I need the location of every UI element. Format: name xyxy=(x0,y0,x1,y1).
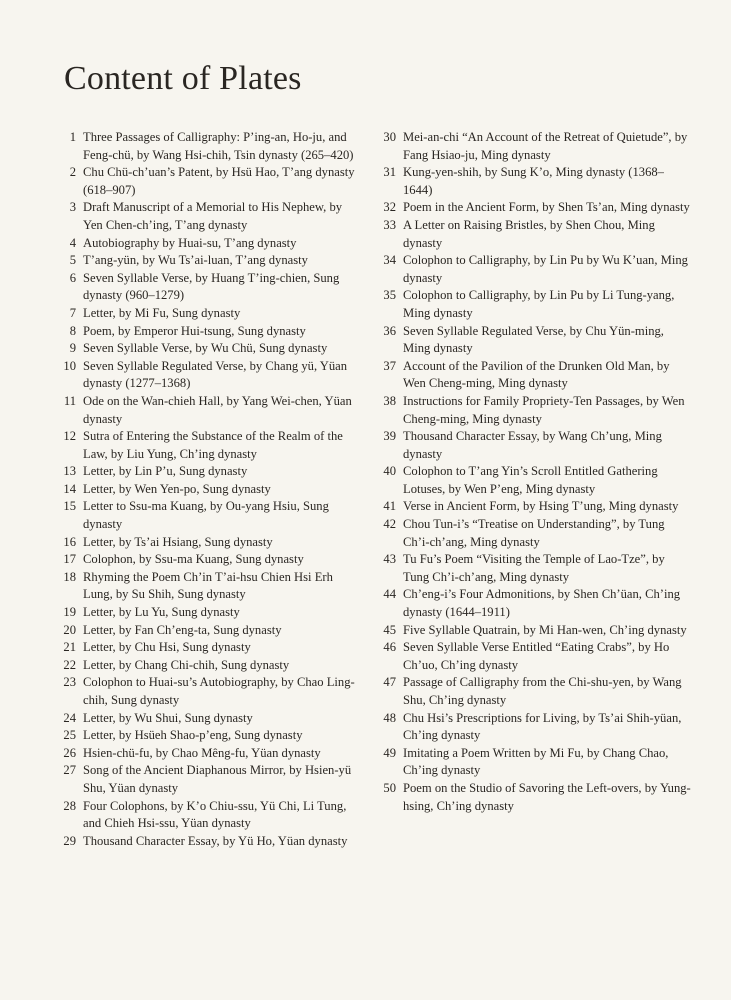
plate-entry xyxy=(372,745,692,780)
plate-entry xyxy=(56,252,356,270)
plate-title: Colophon to Calligraphy, by Lin Pu by Li Tung-yang, Ming dynasty xyxy=(403,288,675,320)
plate-entry xyxy=(56,833,356,851)
plate-number: 9 xyxy=(69,341,76,356)
plate-title: Letter, by Ts’ai Hsiang, Sung dynasty xyxy=(83,534,273,549)
plate-number: 36 xyxy=(383,323,396,338)
plate-entry xyxy=(372,463,692,498)
plate-entry xyxy=(56,762,356,797)
plate-entry xyxy=(372,674,692,709)
plate-number: 21 xyxy=(63,640,76,655)
plate-number: 12 xyxy=(63,429,76,444)
contents-column-left xyxy=(56,129,356,850)
plate-entry xyxy=(56,674,356,709)
plate-title: Colophon to Huai-su’s Autobiography, by Chao Ling-chih, Sung dynasty xyxy=(83,675,355,707)
plate-number: 11 xyxy=(63,393,76,408)
plate-number: 37 xyxy=(383,358,396,373)
plate-number: 38 xyxy=(383,393,396,408)
plate-title: Chu Chü-ch’uan’s Patent, by Hsü Hao, T’ang dynasty (618–907) xyxy=(83,165,355,197)
plate-number: 1 xyxy=(69,130,76,144)
plate-entry xyxy=(56,534,356,552)
plate-entry xyxy=(372,323,692,358)
plate-number: 2 xyxy=(69,165,76,180)
plate-title: Mei-an-chi “An Account of the Retreat of Quietude”, by Fang Hsiao-ju, Ming dynasty xyxy=(403,130,688,162)
plate-number: 14 xyxy=(63,481,76,496)
plate-entry xyxy=(372,780,692,815)
plate-number: 46 xyxy=(383,640,396,655)
plate-number: 19 xyxy=(63,605,76,620)
plate-number: 4 xyxy=(69,235,76,250)
plate-title: Draft Manuscript of a Memorial to His Nephew, by Yen Chen-ch’ing, T’ang dynasty xyxy=(83,200,343,232)
plate-entry xyxy=(372,639,692,674)
plate-number: 29 xyxy=(63,833,76,848)
plate-title: Chou Tun-i’s “Treatise on Understanding”, by Tung Ch’i-ch’ang, Ming dynasty xyxy=(403,517,665,549)
plate-entry xyxy=(372,199,692,217)
plate-entry xyxy=(372,586,692,621)
plate-title: Letter to Ssu-ma Kuang, by Ou-yang Hsiu, Sung dynasty xyxy=(83,499,329,532)
plate-title: Five Syllable Quatrain, by Mi Han-wen, Ch’ing dynasty xyxy=(403,622,687,637)
plate-entry xyxy=(56,199,356,234)
plate-number: 24 xyxy=(63,710,76,725)
plate-entry xyxy=(372,428,692,463)
plate-number: 50 xyxy=(383,780,396,795)
plate-title: T’ang-yün, by Wu Ts’ai-luan, T’ang dynasty xyxy=(83,253,308,268)
plate-title: Letter, by Wu Shui, Sung dynasty xyxy=(83,710,253,725)
plate-entry xyxy=(56,305,356,323)
plate-number: 7 xyxy=(69,305,76,320)
plate-number: 35 xyxy=(383,288,396,303)
plate-entry xyxy=(56,604,356,622)
plate-title: Seven Syllable Verse, by Huang T’ing-chien, Sung dynasty (960–1279) xyxy=(83,270,340,303)
plate-entry xyxy=(56,622,356,640)
plate-entry xyxy=(372,622,692,640)
plate-number: 15 xyxy=(63,499,76,514)
plate-entry xyxy=(56,710,356,728)
plate-number: 47 xyxy=(383,675,396,690)
plate-number: 49 xyxy=(383,745,396,760)
plate-number: 28 xyxy=(63,798,76,813)
plate-number: 17 xyxy=(63,552,76,567)
plate-number: 20 xyxy=(63,622,76,637)
plate-title: Poem on the Studio of Savoring the Left-overs, by Yung-hsing, Ch’ing dynasty xyxy=(403,780,691,813)
plate-title: Account of the Pavilion of the Drunken Old Man, by Wen Cheng-ming, Ming dynasty xyxy=(403,358,670,391)
plate-title: Sutra of Entering the Substance of the Realm of the Law, by Liu Yung, Ch’ing dynasty xyxy=(83,429,343,461)
plate-entry xyxy=(56,323,356,341)
plate-number: 43 xyxy=(383,552,396,567)
plate-entry xyxy=(372,498,692,516)
plate-title: Letter, by Fan Ch’eng-ta, Sung dynasty xyxy=(83,622,282,637)
contents-column-right xyxy=(372,129,692,815)
plate-title: Chu Hsi’s Prescriptions for Living, by Ts’ai Shih-yüan, Ch’ing dynasty xyxy=(403,710,682,743)
plate-number: 18 xyxy=(63,569,76,584)
plate-number: 44 xyxy=(383,587,396,602)
plate-title: Autobiography by Huai-su, T’ang dynasty xyxy=(83,235,297,250)
plate-number: 13 xyxy=(63,464,76,479)
plate-number: 10 xyxy=(63,358,76,373)
plate-title: Colophon to Calligraphy, by Lin Pu by Wu K’uan, Ming dynasty xyxy=(403,253,688,285)
plate-title: Letter, by Lu Yu, Sung dynasty xyxy=(83,605,240,620)
plate-number: 5 xyxy=(69,253,76,268)
plate-entry xyxy=(56,129,356,164)
plate-title: Seven Syllable Verse, by Wu Chü, Sung dynasty xyxy=(83,341,328,356)
plate-entry xyxy=(372,164,692,199)
plate-entry xyxy=(372,516,692,551)
plate-title: Verse in Ancient Form, by Hsing T’ung, Ming dynasty xyxy=(403,499,679,514)
plate-number: 22 xyxy=(63,657,76,672)
plate-number: 25 xyxy=(63,728,76,743)
plate-entry xyxy=(56,164,356,199)
plate-title: Thousand Character Essay, by Yü Ho, Yüan dynasty xyxy=(83,833,348,848)
plate-title: Imitating a Poem Written by Mi Fu, by Chang Chao, Ch’ing dynasty xyxy=(403,745,669,778)
plate-title: Colophon, by Ssu-ma Kuang, Sung dynasty xyxy=(83,552,304,567)
plate-entry xyxy=(372,358,692,393)
plate-title: Instructions for Family Propriety-Ten Passages, by Wen Cheng-ming, Ming dynasty xyxy=(403,393,685,426)
plate-entry xyxy=(56,657,356,675)
plate-number: 32 xyxy=(383,200,396,215)
plate-entry xyxy=(56,551,356,569)
plate-entry xyxy=(372,393,692,428)
plate-title: Poem in the Ancient Form, by Shen Ts’an, Ming dynasty xyxy=(403,200,690,215)
plate-number: 6 xyxy=(69,270,76,285)
plate-entry xyxy=(56,270,356,305)
plate-title: Ch’eng-i’s Four Admonitions, by Shen Ch’üan, Ch’ing dynasty (1644–1911) xyxy=(403,587,681,620)
plate-number: 34 xyxy=(383,253,396,268)
plate-number: 26 xyxy=(63,745,76,760)
plate-title: Tu Fu’s Poem “Visiting the Temple of Lao-Tze”, by Tung Ch’i-ch’ang, Ming dynasty xyxy=(403,552,665,584)
plate-title: Kung-yen-shih, by Sung K’o, Ming dynasty (1368–1644) xyxy=(403,165,664,197)
plate-title: Ode on the Wan-chieh Hall, by Yang Wei-chen, Yüan dynasty xyxy=(83,393,352,426)
plate-number: 41 xyxy=(383,499,396,514)
plate-title: Letter, by Hsüeh Shao-p’eng, Sung dynasty xyxy=(83,728,303,743)
plate-title: Thousand Character Essay, by Wang Ch’ung, Ming dynasty xyxy=(403,429,662,461)
plate-title: Passage of Calligraphy from the Chi-shu-yen, by Wang Shu, Ch’ing dynasty xyxy=(403,675,682,707)
plate-entry xyxy=(56,798,356,833)
plate-entry xyxy=(56,745,356,763)
plate-title: Letter, by Wen Yen-po, Sung dynasty xyxy=(83,481,271,496)
plate-title: Song of the Ancient Diaphanous Mirror, by Hsien-yü Shu, Yüan dynasty xyxy=(83,763,352,795)
plate-title: Seven Syllable Regulated Verse, by Chu Yün-ming, Ming dynasty xyxy=(403,323,664,356)
plate-entry xyxy=(56,498,356,533)
plate-title: Four Colophons, by K’o Chiu-ssu, Yü Chi, Li Tung, and Chieh Hsi-ssu, Yüan dynasty xyxy=(83,798,347,831)
plate-entry xyxy=(372,252,692,287)
plate-title: Seven Syllable Regulated Verse, by Chang yü, Yüan dynasty (1277–1368) xyxy=(83,358,348,391)
plate-entry xyxy=(56,569,356,604)
plate-title: Seven Syllable Verse Entitled “Eating Crabs”, by Ho Ch’uo, Ch’ing dynasty xyxy=(403,640,670,672)
plate-entry xyxy=(56,340,356,358)
plate-title: Hsien-chü-fu, by Chao Mêng-fu, Yüan dynasty xyxy=(83,745,321,760)
plate-number: 31 xyxy=(383,165,396,180)
plate-entry xyxy=(372,710,692,745)
plate-title: Letter, by Mi Fu, Sung dynasty xyxy=(83,305,241,320)
plate-title: Three Passages of Calligraphy: P’ing-an, Ho-ju, and Feng-chü, by Wang Hsi-chih, Tsin dynasty (265–420) xyxy=(83,130,354,162)
plate-number: 30 xyxy=(383,130,396,144)
plate-entry xyxy=(56,481,356,499)
plate-number: 33 xyxy=(383,217,396,232)
plate-entry xyxy=(56,358,356,393)
plate-title: A Letter on Raising Bristles, by Shen Chou, Ming dynasty xyxy=(403,217,655,250)
plate-entry xyxy=(56,235,356,253)
plate-entry xyxy=(56,639,356,657)
plate-number: 40 xyxy=(383,464,396,479)
plate-number: 27 xyxy=(63,763,76,778)
plate-number: 3 xyxy=(69,200,76,215)
plate-number: 42 xyxy=(383,517,396,532)
plate-number: 23 xyxy=(63,675,76,690)
plate-entry xyxy=(372,551,692,586)
plate-title: Letter, by Chang Chi-chih, Sung dynasty xyxy=(83,657,290,672)
plate-entry xyxy=(56,727,356,745)
plate-entry xyxy=(372,129,692,164)
plate-entry xyxy=(372,217,692,252)
plate-entry xyxy=(372,287,692,322)
plate-title: Colophon to T’ang Yin’s Scroll Entitled Gathering Lotuses, by Wen P’eng, Ming dynasty xyxy=(403,464,658,496)
plate-number: 45 xyxy=(383,622,396,637)
plate-number: 48 xyxy=(383,710,396,725)
plate-number: 16 xyxy=(63,534,76,549)
plate-title: Rhyming the Poem Ch’in T’ai-hsu Chien Hsi Erh Lung, by Su Shih, Sung dynasty xyxy=(83,569,333,602)
plate-number: 8 xyxy=(69,323,76,338)
page-title: Content of Plates xyxy=(64,60,302,97)
plate-number: 39 xyxy=(383,429,396,444)
plate-title: Letter, by Chu Hsi, Sung dynasty xyxy=(83,640,251,655)
plate-title: Poem, by Emperor Hui-tsung, Sung dynasty xyxy=(83,323,306,338)
plate-entry xyxy=(56,428,356,463)
plate-entry xyxy=(56,463,356,481)
plate-title: Letter, by Lin P’u, Sung dynasty xyxy=(83,464,248,479)
plate-entry xyxy=(56,393,356,428)
